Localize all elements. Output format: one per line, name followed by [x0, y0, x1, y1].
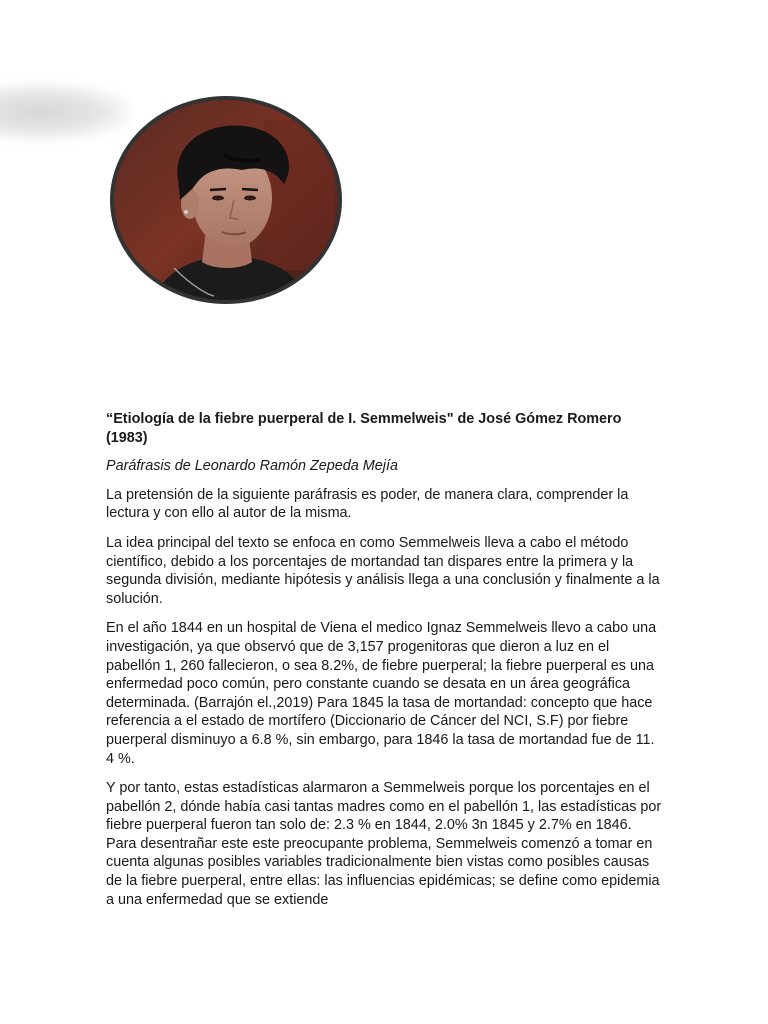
- paragraph: En el año 1844 en un hospital de Viena el medico Ignaz Semmelweis llevo a cabo una investigación, ya que observó que de 3,157 progenitoras que dieron a luz en el pabellón 1, 260 fallecieron, o sea 8.2%, de fiebre puerperal; la fiebre puerperal es una enfermedad poco común, pero constante cuando se desata en un área geográfica determinada. (Barrajón el.,2019) Para 1845 la tasa de mortandad: concepto que hace referencia a el estado de mortífero (Diccionario de Cáncer del NCI, S.F) por fiebre puerperal disminuyo a 6.8 %, sin embargo, para 1846 la tasa de mortandad fue de 11. 4 %.: [106, 620, 657, 767]
- paragraph: La pretensión de la siguiente paráfrasis es poder, de manera clara, comprender la lectura y con ello al autor de la misma.: [106, 486, 629, 522]
- document-body: [106, 410, 666, 920]
- document-title: “Etiología de la fiebre puerperal de I. Semmelweis" de José Gómez Romero (1983): [106, 411, 622, 446]
- paragraph: La idea principal del texto se enfoca en como Semmelweis lleva a cabo el método científico, debido a los porcentajes de mortandad tan dispares entre la primera y la segunda división, mediante hipótesis y análisis llega a una conclusión y finalmente a la solución.: [106, 534, 660, 607]
- paragraph: Y por tanto, estas estadísticas alarmaron a Semmelweis porque los porcentajes en el pabellón 2, dónde había casi tantas madres como en el pabellón 1, las estadísticas por fiebre puerperal fueron tan solo de: 2.3 % en 1844, 2.0% 3n 1845 y 2.7% en 1846. Para desentrañar este este preocupante problema, Semmelweis comenzó a tomar en cuenta algunas posibles variables tradicionalmente bien vistas como posibles causas de la fiebre puerperal, entre ellas: las influencias epidémicas; se define como epidemia a una enfermedad que se extiende: [106, 780, 662, 908]
- gray-smudge-decoration: [0, 84, 130, 140]
- author-portrait-photo: [110, 96, 342, 304]
- document-subtitle: Paráfrasis de Leonardo Ramón Zepeda Mejía: [106, 458, 398, 475]
